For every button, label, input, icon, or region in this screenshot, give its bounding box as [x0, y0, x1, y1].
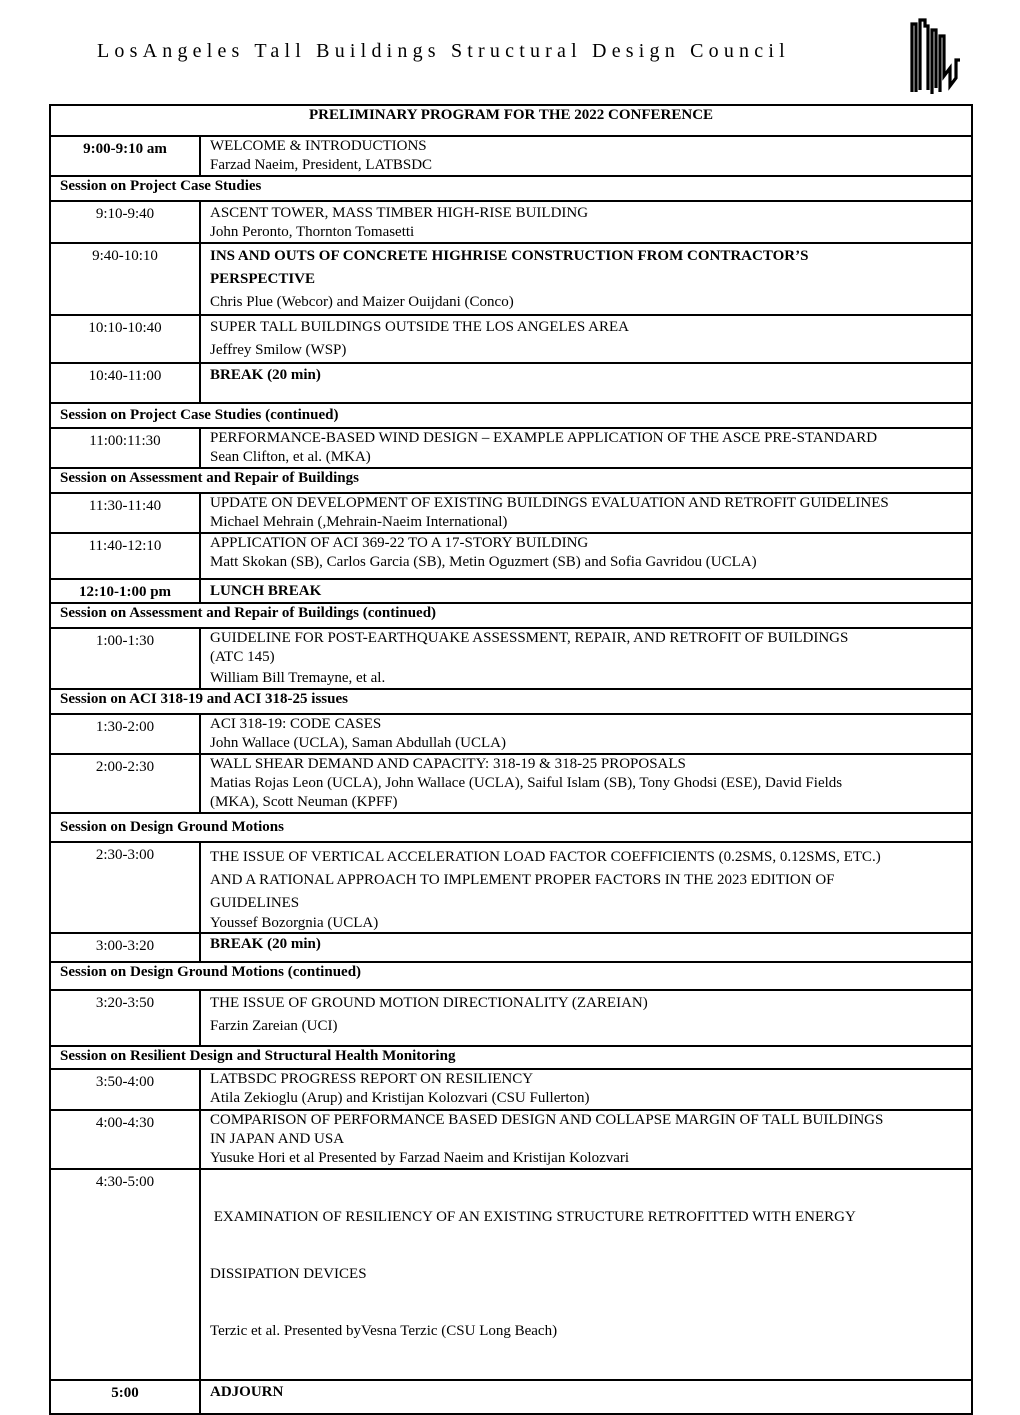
- speaker: Farzad Naeim, President, LATBSDC: [210, 157, 433, 173]
- schedule-row: [50, 842, 972, 933]
- time-slot: 9:00-9:10 am: [50, 136, 200, 176]
- program-title: PRELIMINARY PROGRAM FOR THE 2022 CONFERENCE: [50, 105, 972, 136]
- break-label: BREAK (20 min): [200, 933, 972, 962]
- time-slot: 3:00-3:20: [50, 933, 200, 962]
- time-slot: 9:40-10:10: [50, 243, 200, 315]
- program-table: [49, 104, 973, 1415]
- time-slot: 9:10-9:40: [50, 201, 200, 243]
- session-title: Session on Assessment and Repair of Buildings: [50, 468, 972, 493]
- speaker: John Wallace (UCLA), Saman Abdullah (UCLA): [210, 735, 506, 751]
- time-slot: 10:40-11:00: [50, 363, 200, 403]
- speaker: Farzin Zareian (UCI): [210, 1018, 338, 1034]
- talk-title: LATBSDC PROGRESS REPORT ON RESILIENCY: [210, 1071, 534, 1087]
- schedule-row: [50, 136, 972, 176]
- talk-title: COMPARISON OF PERFORMANCE BASED DESIGN AND COLLAPSE MARGIN OF TALL BUILDINGS: [210, 1112, 884, 1128]
- time-slot: 11:30-11:40: [50, 493, 200, 533]
- time-slot: 3:20-3:50: [50, 990, 200, 1046]
- talk-title: ACI 318-19: CODE CASES: [210, 716, 382, 732]
- schedule-row: [50, 990, 972, 1046]
- break-label: LUNCH BREAK: [200, 579, 972, 603]
- session-row: [50, 403, 972, 428]
- session-title: Session on Project Case Studies: [50, 176, 972, 201]
- time-slot: 3:50-4:00: [50, 1069, 200, 1110]
- speaker: Matt Skokan (SB), Carlos Garcia (SB), Metin Oguzmert (SB) and Sofia Gavridou (UCLA): [210, 554, 757, 570]
- schedule-row: [50, 428, 972, 468]
- session-title: Session on Design Ground Motions: [50, 813, 972, 842]
- speaker: Atila Zekioglu (Arup) and Kristijan Kolozvari (CSU Fullerton): [210, 1090, 590, 1106]
- speaker: Chris Plue (Webcor) and Maizer Ouijdani (Conco): [210, 294, 514, 310]
- program-title-row: [50, 105, 972, 136]
- time-slot: 11:40-12:10: [50, 533, 200, 579]
- schedule-row: [50, 1169, 972, 1380]
- schedule-row: [50, 1380, 972, 1414]
- speaker: William Bill Tremayne, et al.: [210, 670, 386, 686]
- talk-title: APPLICATION OF ACI 369-22 TO A 17-STORY BUILDING: [210, 535, 589, 551]
- talk-title: WELCOME & INTRODUCTIONS: [210, 138, 427, 154]
- speaker: Sean Clifton, et al. (MKA): [210, 449, 371, 465]
- time-slot: 5:00: [50, 1380, 200, 1414]
- session-row: [50, 176, 972, 201]
- talk-title: UPDATE ON DEVELOPMENT OF EXISTING BUILDINGS EVALUATION AND RETROFIT GUIDELINES: [210, 495, 889, 511]
- time-slot: 10:10-10:40: [50, 315, 200, 363]
- schedule-row: [50, 1069, 972, 1110]
- speaker: John Peronto, Thornton Tomasetti: [210, 224, 415, 240]
- session-title: Session on Resilient Design and Structural Health Monitoring: [50, 1046, 972, 1069]
- schedule-row: [50, 714, 972, 754]
- break-label: BREAK (20 min): [200, 363, 972, 403]
- schedule-row: [50, 628, 972, 689]
- schedule-row: [50, 201, 972, 243]
- talk-title: ASCENT TOWER, MASS TIMBER HIGH-RISE BUILDING: [210, 205, 589, 221]
- session-title: Session on ACI 318-19 and ACI 318-25 issues: [50, 689, 972, 714]
- latbsdc-logo-icon: [906, 16, 962, 96]
- schedule-row: [50, 243, 972, 315]
- schedule-row: [50, 754, 972, 813]
- talk-title: INS AND OUTS OF CONCRETE HIGHRISE CONSTRUCTION FROM CONTRACTOR’S: [210, 248, 809, 264]
- schedule-row: [50, 1110, 972, 1169]
- schedule-row: [50, 933, 972, 962]
- speaker: Matias Rojas Leon (UCLA), John Wallace (UCLA), Saiful Islam (SB), Tony Ghodsi (ESE), David Fields: [210, 775, 843, 791]
- speaker-continued: (MKA), Scott Neuman (KPFF): [210, 794, 398, 810]
- time-slot: 1:00-1:30: [50, 628, 200, 689]
- time-slot: 4:30-5:00: [50, 1169, 200, 1380]
- time-slot: 2:30-3:00: [50, 842, 200, 933]
- adjourn-label: ADJOURN: [200, 1380, 972, 1414]
- talk-title-continued: GUIDELINES: [210, 895, 300, 911]
- talk-title-continued: AND A RATIONAL APPROACH TO IMPLEMENT PROPER FACTORS IN THE 2023 EDITION OF: [210, 872, 835, 888]
- session-title: Session on Assessment and Repair of Buildings (continued): [50, 603, 972, 628]
- talk-title: SUPER TALL BUILDINGS OUTSIDE THE LOS ANGELES AREA: [210, 319, 629, 335]
- talk-title: EXAMINATION OF RESILIENCY OF AN EXISTING STRUCTURE RETROFITTED WITH ENERGY: [210, 1209, 856, 1225]
- session-row: [50, 468, 972, 493]
- time-slot: 4:00-4:30: [50, 1110, 200, 1169]
- speaker: Terzic et al. Presented byVesna Terzic (CSU Long Beach): [210, 1323, 558, 1339]
- session-title: Session on Project Case Studies (continued): [50, 403, 972, 428]
- session-row: [50, 689, 972, 714]
- speaker: Jeffrey Smilow (WSP): [210, 342, 347, 358]
- time-slot: 2:00-2:30: [50, 754, 200, 813]
- talk-title-continued: PERSPECTIVE: [210, 271, 316, 287]
- schedule-row: [50, 533, 972, 579]
- session-title: Session on Design Ground Motions (continued): [50, 962, 972, 990]
- session-row: [50, 603, 972, 628]
- talk-title-continued: IN JAPAN AND USA: [210, 1131, 345, 1147]
- schedule-row: [50, 579, 972, 603]
- time-slot: 1:30-2:00: [50, 714, 200, 754]
- talk-title: GUIDELINE FOR POST-EARTHQUAKE ASSESSMENT, REPAIR, AND RETROFIT OF BUILDINGS: [210, 630, 849, 646]
- talk-title: THE ISSUE OF VERTICAL ACCELERATION LOAD FACTOR COEFFICIENTS (0.2SMS, 0.12SMS, ETC.): [210, 849, 881, 865]
- talk-title-continued: (ATC 145): [210, 649, 275, 665]
- talk-title: WALL SHEAR DEMAND AND CAPACITY: 318-19 & 318-25 PROPOSALS: [210, 756, 686, 772]
- session-row: [50, 1046, 972, 1069]
- speaker: Michael Mehrain (,Mehrain-Naeim International): [210, 514, 508, 530]
- speaker: Yusuke Hori et al Presented by Farzad Naeim and Kristijan Kolozvari: [210, 1150, 630, 1166]
- org-header: LosAngeles Tall Buildings Structural Design Council: [97, 40, 790, 62]
- session-row: [50, 813, 972, 842]
- talk-title-continued: DISSIPATION DEVICES: [210, 1266, 367, 1282]
- talk-title: PERFORMANCE-BASED WIND DESIGN – EXAMPLE APPLICATION OF THE ASCE PRE-STANDARD: [210, 430, 878, 446]
- schedule-row: [50, 315, 972, 363]
- session-row: [50, 962, 972, 990]
- speaker: Youssef Bozorgnia (UCLA): [210, 915, 379, 931]
- time-slot: 12:10-1:00 pm: [50, 579, 200, 603]
- time-slot: 11:00:11:30: [50, 428, 200, 468]
- schedule-row: [50, 363, 972, 403]
- schedule-row: [50, 493, 972, 533]
- talk-title: THE ISSUE OF GROUND MOTION DIRECTIONALITY (ZAREIAN): [210, 995, 648, 1011]
